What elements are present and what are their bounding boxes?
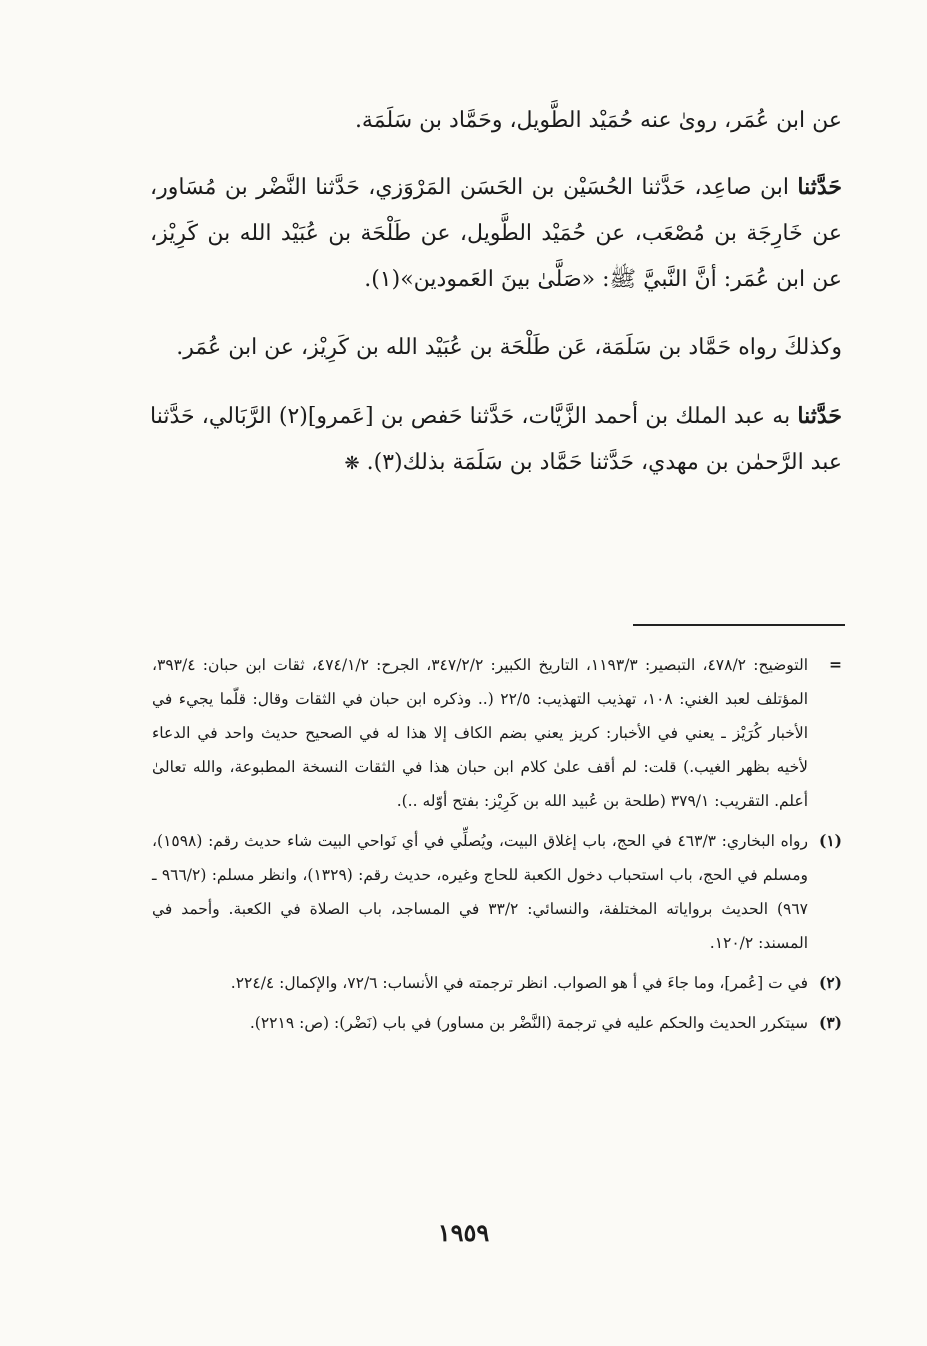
- footnote-text: سيتكرر الحديث والحكم عليه في ترجمة (النَّضْر بن مساور) في باب (نَضْر): (ص: ٢٢١٩).: [249, 1014, 808, 1032]
- isnad-paragraph-3: [150, 393, 842, 487]
- footnote-marker: (١): [818, 831, 842, 850]
- footnote-text: رواه البخاري: ٤٦٣/٣ في الحج، باب إغلاق البيت، ويُصلِّي في أي نَواحي البيت شاء حديث رقم: (١٥٩٨)، ومسلم في الحج، باب استحباب دخول الكعبة للحاج وغيره، حديث رقم: (١٣٢٩)، وانظر مسلم: (٩٦٦/٢ ـ ٩٦٧) الحديث برواياته المختلفة، والنسائي: ٣٣/٢ في المساجد، باب الصلاة في الكعبة. وأحمد في المسند: ١٢٠/٢.: [152, 832, 808, 952]
- haddathana-lead: حَدَّثنا: [797, 403, 843, 429]
- footnote-3: [152, 1006, 842, 1040]
- footnote-divider: [633, 624, 845, 626]
- main-text: [150, 98, 842, 509]
- footnote-continuation: [152, 648, 842, 818]
- footnote-marker: (٣): [818, 1013, 842, 1032]
- footnote-marker: (٢): [818, 973, 842, 992]
- footnote-marker: =: [829, 655, 842, 674]
- isnad-text-1: ابن صاعِد، حَدَّثنا الحُسَيْن بن الحَسَن المَرْوَزي، حَدَّثنا النَّضْر بن مُسَاور، عن خَارِجَة بن مُصْعَب، عن حُمَيْد الطَّويل، عن طَلْحَة بن عُبَيْد الله بن كَرِيْز، عن ابن عُمَر: أنَّ النَّبيَّ ﷺ: «صَلَّىٰ بينَ العَمودين»(١).: [150, 175, 842, 292]
- footnote-1: [152, 824, 842, 960]
- footnote-2: [152, 966, 842, 1000]
- page-number: ١٩٥٩: [437, 1218, 490, 1247]
- footnotes: [152, 648, 842, 1046]
- footnote-text: التوضيح: ٤٧٨/٢، التبصير: ١١٩٣/٣، التاريخ الكبير: ٣٤٧/٢/٢، الجرح: ٤٧٤/١/٢، ثقات ابن حبان: ٣٩٣/٤، المؤتلف لعبد الغني: ١٠٨، تهذيب التهذيب: ٢٢/٥ (.. وذكره ابن حبان في الثقات وقال: قلّما يجيء في الأخبار كُرَيْز ـ يعني في الأخبار: كريز يعني بضم الكاف إلا هذا له في الصحيح حديث واحد في الدعاء لأخيه بظهر الغيب.) قلت: لم أقف علىٰ كلام ابن حبان هذا في الثقات النسخة المطبوعة، والله تعالىٰ أعلم. التقريب: ٣٧٩/١ (طلحة بن عُبيد الله بن كَرِيْز: بفتح أوّله ..).: [152, 656, 809, 810]
- continuation-line: عن ابن عُمَر، روىٰ عنه حُمَيْد الطَّويل، وحَمَّاد بن سَلَمَة.: [354, 108, 842, 133]
- haddathana-lead: حَدَّثنا: [797, 174, 842, 200]
- isnad-text-3: به عبد الملك بن أحمد الزَّيَّات، حَدَّثنا حَفص بن [عَمرو](٢) الرَّبَالي، حَدَّثنا عبد الرَّحمٰن بن مهدي، حَدَّثنا حَمَّاد بن سَلَمَة بذلك(٣).: [150, 404, 842, 475]
- section-end-ornament: ❋: [344, 453, 360, 474]
- isnad-paragraph-2: وكذلكَ رواه حَمَّاد بن سَلَمَة، عَن طَلْحَة بن عُبَيْد الله بن كَرِيْز، عن ابن عُمَر.: [176, 335, 842, 360]
- isnad-paragraph-1: [150, 164, 842, 303]
- footnote-text: في ت [عُمر]، وما جاءَ في أ هو الصواب. انظر ترجمته في الأنساب: ٧٢/٦، والإكمال: ٢٢٤/٤.: [230, 974, 808, 992]
